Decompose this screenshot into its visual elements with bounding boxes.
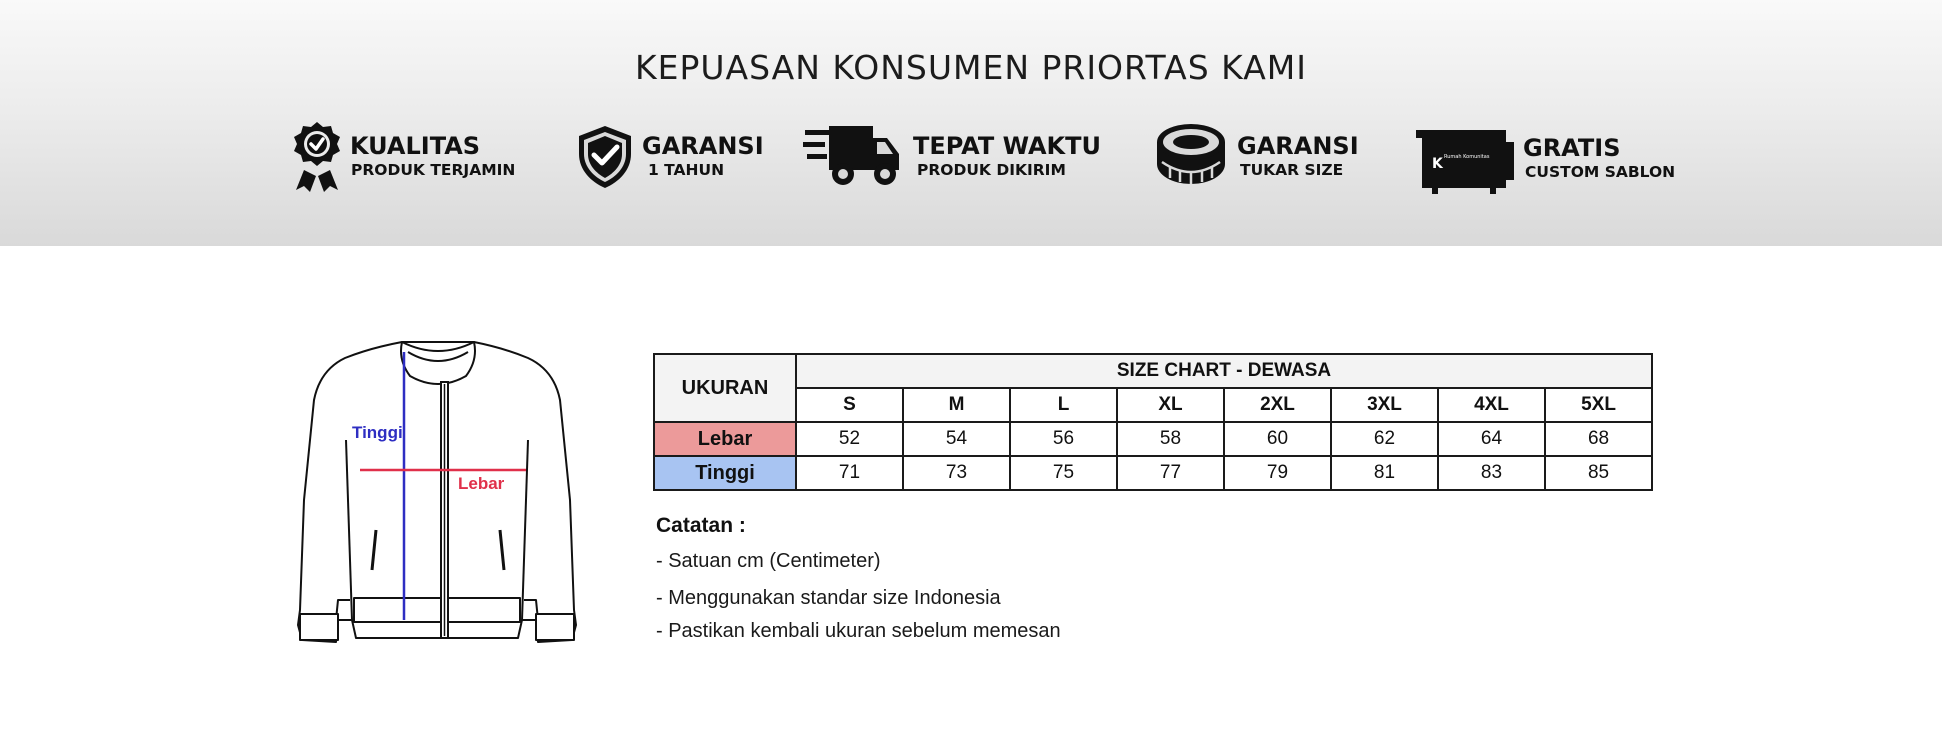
table-cell: 79 [1224,456,1331,490]
table-cell: 54 [903,422,1010,456]
printer-logo-text: Rumah Komunitas [1444,154,1490,160]
jacket-drawing [290,330,600,655]
corner-label: UKURAN [654,354,796,422]
jacket-illustration [290,330,600,655]
table-cell: 58 [1117,422,1224,456]
feature-title: GARANSI [642,132,764,160]
note-line: - Pastikan kembali ukuran sebelum memesan [656,620,1061,642]
notes-title: Catatan : [656,514,746,537]
size-header: 5XL [1545,388,1652,422]
fast-delivery-truck-icon [803,124,901,195]
table-header-row [654,354,1652,388]
feature-subtitle: PRODUK DIKIRIM [917,161,1066,179]
size-chart-title: SIZE CHART - DEWASA [796,354,1652,388]
table-cell: 85 [1545,456,1652,490]
table-cell: 68 [1545,422,1652,456]
feature-title: TEPAT WAKTU [913,132,1102,160]
feature-title: GARANSI [1237,132,1359,160]
feature-title: GRATIS [1523,134,1621,162]
banner-title: KEPUASAN KONSUMEN PRIORTAS KAMI [634,48,1308,87]
table-cell: 56 [1010,422,1117,456]
row-label-tinggi: Tinggi [654,456,796,490]
table-row-lebar [654,422,1652,456]
shield-check-icon [575,124,635,195]
table-cell: 62 [1331,422,1438,456]
table-cell: 83 [1438,456,1545,490]
row-label-lebar: Lebar [654,422,796,456]
size-header-row [654,388,1652,422]
size-header: 2XL [1224,388,1331,422]
measuring-tape-icon [1154,122,1228,193]
svg-text:K: K [1432,156,1443,172]
size-header: 3XL [1331,388,1438,422]
table-cell: 71 [796,456,903,490]
table-cell: 64 [1438,422,1545,456]
feature-subtitle: TUKAR SIZE [1240,161,1344,179]
table-cell: 73 [903,456,1010,490]
notes-section [656,514,1061,642]
header-banner [0,0,1942,246]
table-cell: 81 [1331,456,1438,490]
award-ribbon-icon [290,120,344,199]
size-header: XL [1117,388,1224,422]
size-header: 4XL [1438,388,1545,422]
size-header: M [903,388,1010,422]
printer-icon [1410,130,1516,199]
size-header: S [796,388,903,422]
note-line: - Menggunakan standar size Indonesia [656,587,1001,609]
feature-title: KUALITAS [350,132,481,160]
table-cell: 75 [1010,456,1117,490]
size-chart-table [653,353,1653,491]
feature-subtitle: PRODUK TERJAMIN [351,161,516,179]
width-label: Lebar [458,474,505,493]
table-row-tinggi [654,456,1652,490]
height-label: Tinggi [352,423,403,442]
feature-subtitle: 1 TAHUN [648,161,725,179]
size-header: L [1010,388,1117,422]
table-cell: 52 [796,422,903,456]
table-cell: 60 [1224,422,1331,456]
table-cell: 77 [1117,456,1224,490]
feature-subtitle: CUSTOM SABLON [1525,163,1676,181]
note-line: - Satuan cm (Centimeter) [656,550,881,572]
